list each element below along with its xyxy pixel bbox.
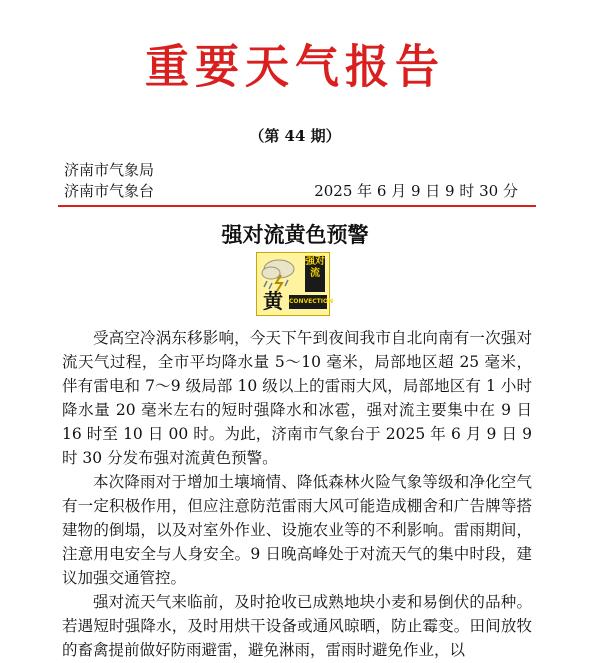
signal-level-char: 黄 [263,289,283,313]
issue-number: （第 44 期） [249,127,341,145]
report-body [62,326,532,662]
yellow-convection-warning-icon [256,252,334,316]
issue-date: 2025 年 6 月 9 日 9 时 30 分 [314,182,518,200]
masthead-title: 重要天气报告 [145,40,445,95]
paragraph: 受高空冷涡东移影响，今天下午到夜间我市自北向南有一次强对流天气过程，全市平均降水量 5～10 毫米，局部地区超 25 毫米，伴有雷电和 7～9 级局部 10 级以上的雷雨大风，局部地区有 1 小时降水量 20 毫米左右的短时强降水和冰雹，强对流主要集中在 9 日 16 时至 10 日 00 时。为此，济南市气象台于 2025 年 6 月 9 日 9 时 30 分发布强对流黄色预警。 [62,329,532,467]
paragraph: 本次降雨对于增加土壤墒情、降低森林火险气象等级和净化空气有一定积极作用，但应注意防范雷雨大风可能造成棚舍和广告牌等搭建物的倒塌，以及对室外作业、设施农业等的不利影响。雷雨期间，注意用电安全与人身安全。9 日晚高峰处于对流天气的集中时段，建议加强交通管控。 [62,473,532,587]
agency-observatory: 济南市气象台 [64,182,155,200]
signal-english-label: CONVECTION [289,295,327,309]
notice-title: 强对流黄色预警 [221,222,369,247]
header-divider [58,205,536,207]
agency-bureau: 济南市气象局 [64,161,155,179]
paragraph: 强对流天气来临前，及时抢收已成熟地块小麦和易倒伏的品种。若遇短时强降水，及时用烘干设备或通风晾晒，防止霉变。田间放牧的畜禽提前做好防雨避雷，避免淋雨，雷雨时避免作业，以 [62,593,532,659]
signal-type-label: 强对流 [305,256,325,292]
